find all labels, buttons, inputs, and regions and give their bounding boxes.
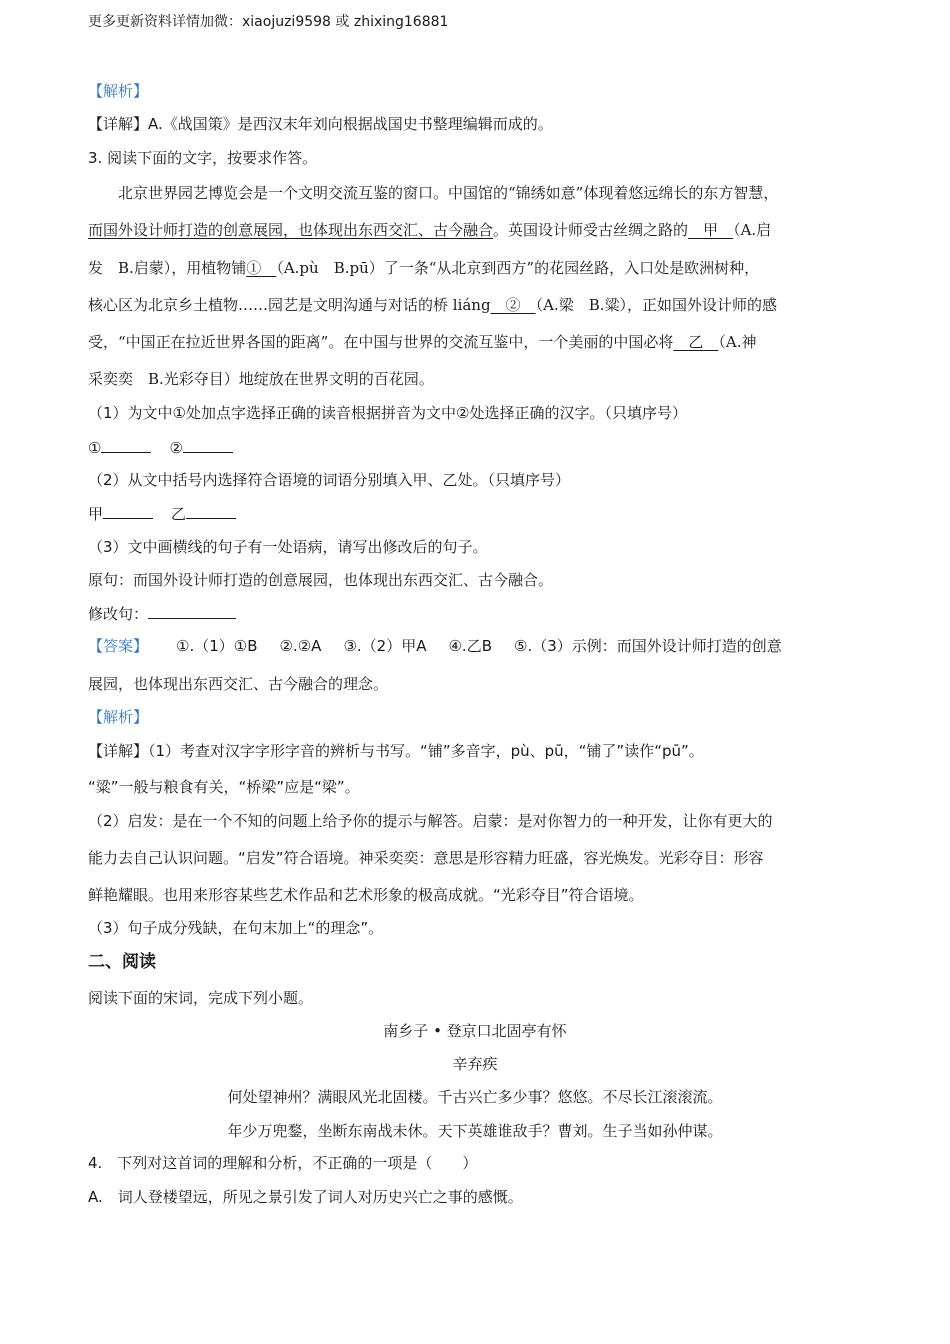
- poem-author: 辛弃疾: [452, 1055, 498, 1073]
- q3-passage-text: 受，“中国正在拉近世界各国的距离”。在中国与世界的交流互鉴中，一个美丽的中国必将: [88, 333, 674, 351]
- blank-2: [491, 296, 536, 314]
- q3-detail-tag: 【详解】: [88, 742, 149, 760]
- poem-line-1: 何处望神州？满眼风光北固楼。千古兴亡多少事？悠悠。不尽长江滚滚流。: [227, 1088, 723, 1106]
- q3-passage-text: （A.梁 B.粱），正如国外设计师的感: [535, 296, 778, 314]
- answer-tag: 【答案】: [88, 637, 149, 655]
- poem-title: 南乡子 • 登京口北固亭有怀: [383, 1022, 567, 1040]
- q3-detail-line-5: 鲜艳耀眼。也用来形容某些艺术作品和艺术形象的极高成就。“光彩夺目”符合语境。: [88, 886, 644, 904]
- revised-blank[interactable]: [148, 603, 236, 619]
- q3-detail-text: （1）考查对汉字字形字音的辨析与书写。“铺”多音字，pù、pū，“铺了”读作“pū”。: [148, 742, 704, 760]
- sub1-label-2: ②: [169, 439, 183, 457]
- blank-jia: [688, 221, 733, 239]
- sub1-blank-1[interactable]: [101, 437, 151, 453]
- q3-underlined-sentence: 而国外设计师打造的创意展园，也体现出东西交汇、古今融合: [88, 221, 494, 239]
- blank-yi: [673, 333, 718, 351]
- sub1-blank-2[interactable]: [183, 437, 233, 453]
- poem-line-2: 年少万兜鍪，坐断东南战未休。天下英雄谁敌手？曹刘。生子当如孙仲谋。: [227, 1122, 723, 1140]
- q3-passage-text: （A.pù B.pū）了一条“从北京到西方”的花园丝路，入口处是欧洲树种，: [276, 259, 760, 277]
- answer-item-5: ⑤.（3）示例：而国外设计师打造的创意: [514, 637, 782, 655]
- q3-revised-line: [88, 603, 236, 624]
- q3-passage-text: （A.启: [733, 221, 772, 239]
- sub2-blank-yi[interactable]: [186, 503, 236, 519]
- q3-detail-line-6: （3）句子成分残缺，在句末加上“的理念”。: [88, 919, 384, 937]
- q2-analysis-tag: 【解析】: [88, 82, 149, 100]
- blank-jia-label: 甲: [703, 221, 719, 239]
- q3-sub2: （2）从文中括号内选择符合语境的词语分别填入甲、乙处。（只填序号）: [88, 471, 571, 489]
- section-heading-reading: 二、阅读: [88, 952, 156, 972]
- header-contact-text: 更多更新资料详情加微：xiaojuzi9598 或 zhixing16881: [88, 14, 449, 30]
- answer-item-1: ①.（1）①B: [176, 637, 258, 655]
- q3-detail-line-4: 能力去自己认识问题。“启发”符合语境。神采奕奕：意思是形容精力旺盛，容光焕发。光彩夺目：形容: [88, 849, 764, 867]
- q3-answer-line: [88, 636, 782, 656]
- sub2-label-yi: 乙: [171, 505, 187, 523]
- q3-passage-line-1: 北京世界园艺博览会是一个文明交流互鉴的窗口。中国馆的“锦绣如意”体现着悠远绵长的东方智慧，: [118, 184, 779, 202]
- sub1-label-1: ①: [88, 439, 102, 457]
- q2-detail-tag: 【详解】: [88, 115, 149, 133]
- q3-passage-line-6: 采奕奕 B.光彩夺目）地绽放在世界文明的百花园。: [88, 370, 434, 388]
- q3-passage-line-5: [88, 332, 757, 352]
- section-intro: 阅读下面的宋词，完成下列小题。: [88, 989, 314, 1007]
- answer-item-2: ②.②A: [279, 637, 322, 655]
- q3-passage-text: 发 B.启蒙），用植物铺: [88, 259, 247, 277]
- q4-stem: 4. 下列对这首词的理解和分析，不正确的一项是（ ）: [88, 1154, 478, 1172]
- blank-yi-label: 乙: [688, 333, 704, 351]
- q3-passage-text: 核心区为北京乡土植物……园艺是文明沟通与对话的桥 liáng: [88, 296, 491, 314]
- q3-original-sentence: 原句：而国外设计师打造的创意展园，也体现出东西交汇、古今融合。: [88, 571, 554, 589]
- q3-passage-text: （A.神: [718, 333, 757, 351]
- blank-1-label: ①: [246, 259, 262, 277]
- answer-item-3: ③.（2）甲A: [343, 637, 427, 655]
- q3-answer-continuation: 展园，也体现出东西交汇、古今融合的理念。: [88, 675, 389, 693]
- q3-detail-line-3: （2）启发：是在一个不知的问题上给予你的提示与解答。启蒙：是对你智力的一种开发，让你有更大的: [88, 812, 773, 830]
- q3-title: 3. 阅读下面的文字，按要求作答。: [88, 149, 318, 167]
- q3-passage-line-4: [88, 295, 777, 315]
- q3-detail-line-2: “粱”一般与粮食有关，“桥梁”应是“梁”。: [88, 778, 360, 796]
- q3-sub2-answer-line: [88, 503, 236, 524]
- q3-sub1: （1）为文中①处加点字选择正确的读音根据拼音为文中②处选择正确的汉字。（只填序号）: [88, 404, 687, 422]
- q2-detail: [88, 114, 553, 134]
- q3-passage-text: 。英国设计师受古丝绸之路的: [493, 221, 689, 239]
- revised-label: 修改句：: [88, 605, 149, 623]
- q3-passage-line-3: [88, 258, 759, 278]
- q4-option-a[interactable]: A. 词人登楼望远，所见之景引发了词人对历史兴亡之事的感慨。: [88, 1188, 523, 1206]
- answer-item-4: ④.乙B: [448, 637, 492, 655]
- q2-detail-text: A.《战国策》是西汉末年刘向根据战国史书整理编辑而成的。: [148, 115, 553, 133]
- q3-sub3: （3）文中画横线的句子有一处语病，请写出修改后的句子。: [88, 538, 488, 556]
- blank-1: [246, 259, 276, 277]
- q3-detail-line-1: [88, 741, 704, 761]
- q3-sub1-answer-line: [88, 437, 233, 458]
- sub2-label-jia: 甲: [88, 505, 104, 523]
- blank-2-label: ②: [505, 296, 521, 314]
- sub2-blank-jia[interactable]: [103, 503, 153, 519]
- q3-analysis-tag: 【解析】: [88, 708, 149, 726]
- q3-passage-line-2: [88, 220, 771, 240]
